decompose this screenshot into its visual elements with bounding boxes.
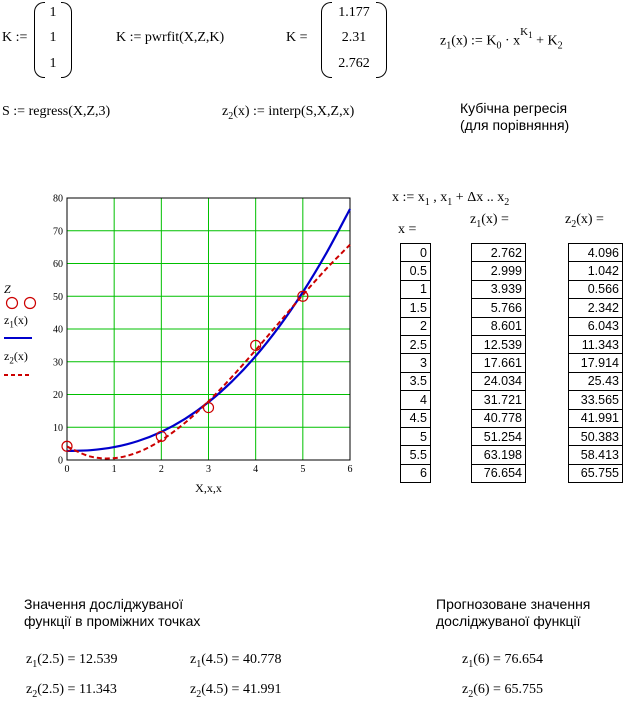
y-tick-label: 80: [53, 193, 63, 205]
z2-value-row: [569, 372, 623, 390]
x-value-cell: 3.5: [401, 372, 431, 390]
x-value-row: [401, 446, 431, 464]
z2-value-row: [569, 464, 623, 482]
result-z2-2.5: $z_2(2.5) = 11.343$: [26, 682, 117, 700]
x-values-table: [400, 243, 431, 483]
k-result-1: 2.31: [341, 30, 367, 45]
z1-value-row: [472, 409, 526, 427]
x-value-cell: 2: [401, 317, 431, 335]
z1-value-row: [472, 446, 526, 464]
z1-value-row: [472, 317, 526, 335]
z1-value-row: [472, 427, 526, 445]
x-value-row: [401, 354, 431, 372]
x-tick-label: 2: [158, 464, 164, 475]
k-initial-vector[interactable]: [34, 2, 72, 76]
pwrfit-statement[interactable]: K := pwrfit(X,Z,K): [116, 30, 225, 45]
x-value-cell: 3: [401, 354, 431, 372]
k-result-label: K =: [286, 30, 308, 45]
z2-value-row: [569, 317, 623, 335]
z2-value-cell: 50.383: [569, 427, 623, 445]
k-init-1: 1: [49, 30, 57, 45]
legend-z1-line-icon: [4, 334, 34, 342]
x-value-row: [401, 409, 431, 427]
x-value-row: [401, 280, 431, 298]
k-result-0: 1.177: [338, 5, 370, 20]
z1-value-row: [472, 299, 526, 317]
x-value-row: [401, 317, 431, 335]
z1-value-cell: 3.939: [472, 280, 526, 298]
x-value-cell: 1.5: [401, 299, 431, 317]
x-tick-label: 0: [64, 464, 70, 475]
result-z2-4.5: $z_2(4.5) = 41.991$: [190, 682, 282, 700]
z2-value-cell: 58.413: [569, 446, 623, 464]
z1-value-cell: 40.778: [472, 409, 526, 427]
z2-value-cell: 6.043: [569, 317, 623, 335]
z2-value-row: [569, 409, 623, 427]
z2-value-cell: 33.565: [569, 391, 623, 409]
y-tick-label: 30: [53, 357, 63, 369]
x-value-cell: 0.5: [401, 262, 431, 280]
result-z1-2.5: $z_1(2.5) = 12.539$: [26, 652, 118, 670]
x-tick-label: 3: [206, 464, 211, 475]
y-tick-label: 50: [53, 291, 63, 303]
chart-legend: [4, 282, 40, 382]
x-value-cell: 4: [401, 391, 431, 409]
z2-values-table: [568, 243, 623, 483]
z2-value-row: [569, 446, 623, 464]
k-result-2: 2.762: [338, 56, 370, 71]
z2-value-row: [569, 262, 623, 280]
x-tick-label: 6: [347, 464, 353, 475]
z1-value-row: [472, 280, 526, 298]
regression-chart[interactable]: [40, 190, 360, 500]
z2-value-cell: 65.755: [569, 464, 623, 482]
cubic-regression-note: Кубічна регресія (для порівняння): [460, 100, 570, 133]
intermediate-values-caption: Значення досліджуваної функції в проміжних точках: [24, 596, 201, 629]
legend-z2-label: $z_2(x)$: [4, 349, 28, 366]
x-column-header: x =: [398, 222, 417, 237]
z2-value-cell: 4.096: [569, 244, 623, 262]
z2-value-row: [569, 354, 623, 372]
z1-value-cell: 12.539: [472, 335, 526, 353]
x-value-cell: 1: [401, 280, 431, 298]
z1-definition[interactable]: $z_1(x)$ := $K_0 \cdot x^{K_1} + K_2$: [440, 26, 563, 52]
z2-value-row: [569, 280, 623, 298]
z1-value-cell: 2.762: [472, 244, 526, 262]
y-tick-label: 40: [53, 324, 63, 336]
z1-value-row: [472, 244, 526, 262]
x-value-row: [401, 427, 431, 445]
z2-value-row: [569, 427, 623, 445]
legend-z-label: Z: [4, 282, 11, 296]
x-value-cell: 0: [401, 244, 431, 262]
z2-definition[interactable]: $z_2(x)$ := interp(S,X,Z,x): [222, 104, 355, 122]
result-z2-6: $z_2(6) = 65.755$: [462, 682, 543, 700]
x-value-row: [401, 335, 431, 353]
x-value-row: [401, 391, 431, 409]
x-tick-label: 5: [300, 464, 306, 475]
z2-value-row: [569, 335, 623, 353]
k-init-2: 1: [49, 56, 57, 71]
z1-values-table: [471, 243, 526, 483]
forecast-caption: Прогнозоване значення досліджуваної функції: [436, 596, 591, 629]
x-value-row: [401, 372, 431, 390]
z1-value-row: [472, 262, 526, 280]
x-axis-label: X,x,x: [195, 481, 222, 495]
y-tick-label: 0: [58, 455, 63, 467]
k-init-label: K :=: [2, 30, 28, 45]
k-result-vector: [321, 2, 387, 76]
y-tick-label: 20: [53, 390, 63, 401]
x-value-cell: 6: [401, 464, 431, 482]
x-value-cell: 5.5: [401, 446, 431, 464]
z1-value-cell: 8.601: [472, 317, 526, 335]
z1-value-row: [472, 391, 526, 409]
z1-value-row: [472, 335, 526, 353]
z1-value-cell: 76.654: [472, 464, 526, 482]
z1-value-cell: 2.999: [472, 262, 526, 280]
z2-value-row: [569, 244, 623, 262]
legend-circles-icon: [4, 296, 40, 310]
z2-value-cell: 2.342: [569, 299, 623, 317]
x-tick-label: 1: [111, 464, 117, 475]
x-value-row: [401, 464, 431, 482]
z2-value-cell: 0.566: [569, 280, 623, 298]
z1-value-cell: 51.254: [472, 427, 526, 445]
z1-value-row: [472, 354, 526, 372]
z2-value-cell: 11.343: [569, 335, 623, 353]
z2-value-row: [569, 299, 623, 317]
z1-value-row: [472, 372, 526, 390]
z2-value-row: [569, 391, 623, 409]
z1-value-cell: 31.721: [472, 391, 526, 409]
z2-value-cell: 25.43: [569, 372, 623, 390]
range-definition[interactable]: x := $x_1$ , $x_1 + \Delta x$ .. $x_2$: [392, 190, 510, 208]
z1-value-cell: 63.198: [472, 446, 526, 464]
x-value-cell: 4.5: [401, 409, 431, 427]
regress-statement[interactable]: S := regress(X,Z,3): [2, 104, 111, 119]
z2-value-cell: 41.991: [569, 409, 623, 427]
z1-value-cell: 5.766: [472, 299, 526, 317]
result-z1-6: $z_1(6) = 76.654$: [462, 652, 543, 670]
z2-value-cell: 17.914: [569, 354, 623, 372]
x-value-row: [401, 244, 431, 262]
x-value-cell: 2.5: [401, 335, 431, 353]
x-value-row: [401, 262, 431, 280]
x-value-row: [401, 299, 431, 317]
y-tick-label: 60: [53, 259, 63, 270]
z2-value-cell: 1.042: [569, 262, 623, 280]
y-tick-label: 70: [53, 226, 63, 238]
z1-value-row: [472, 464, 526, 482]
z1-column-header: $z_1(x)$ =: [470, 212, 509, 230]
y-tick-label: 10: [53, 422, 63, 434]
x-tick-label: 4: [253, 464, 259, 475]
z1-value-cell: 17.661: [472, 354, 526, 372]
result-z1-4.5: $z_1(4.5) = 40.778$: [190, 652, 282, 670]
legend-z1-label: $z_1(x)$: [4, 313, 28, 330]
z2-column-header: $z_2(x)$ =: [565, 212, 604, 230]
k-init-0: 1: [49, 5, 57, 20]
z1-value-cell: 24.034: [472, 372, 526, 390]
legend-z2-line-icon: [4, 371, 34, 379]
x-value-cell: 5: [401, 427, 431, 445]
